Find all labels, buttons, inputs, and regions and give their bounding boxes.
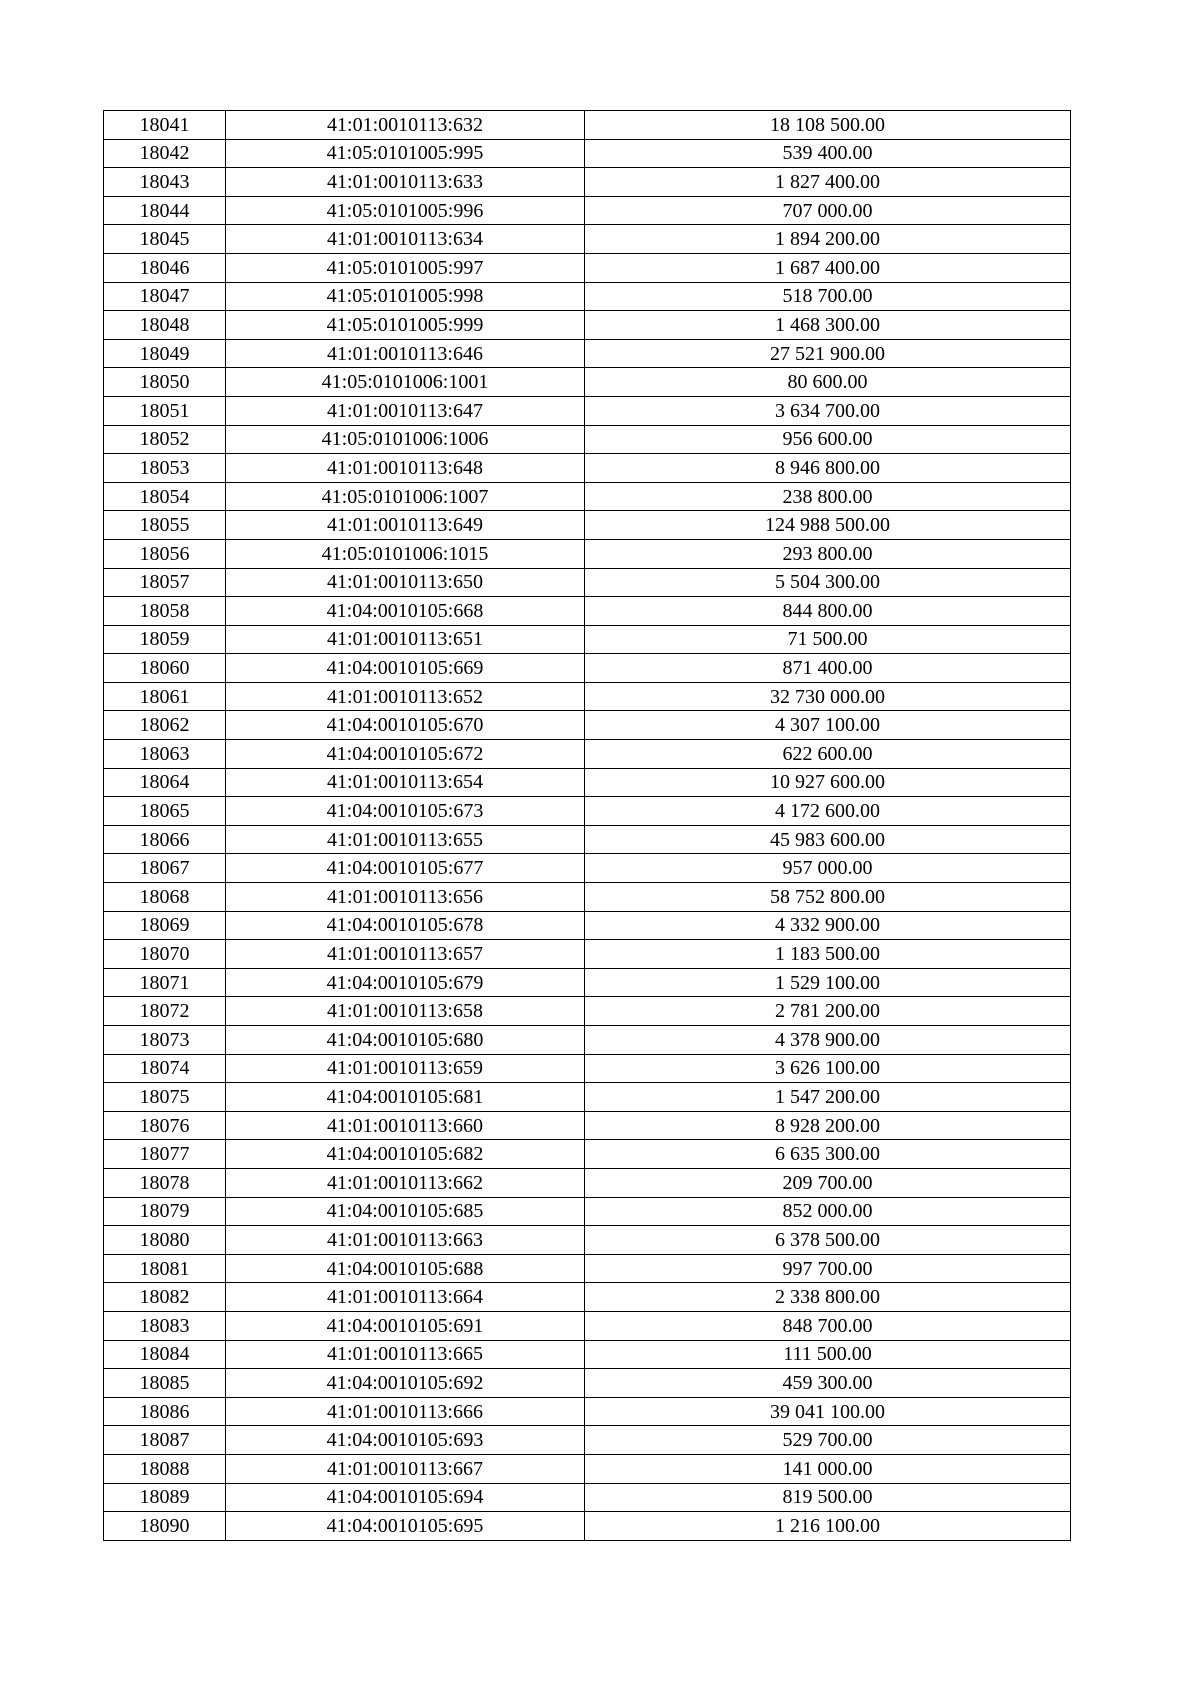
table-body	[104, 111, 1071, 1541]
cadastral-value-cell: 1 183 500.00	[585, 940, 1071, 969]
row-number-cell: 18069	[104, 911, 226, 940]
row-number-cell: 18074	[104, 1054, 226, 1083]
cadastral-value-cell: 80 600.00	[585, 368, 1071, 397]
cadastral-value-cell: 622 600.00	[585, 740, 1071, 769]
table-row	[104, 911, 1071, 940]
cadastral-value-cell: 4 307 100.00	[585, 711, 1071, 740]
row-number-cell: 18055	[104, 511, 226, 540]
cadastral-number-cell: 41:01:0010113:657	[226, 940, 585, 969]
row-number-cell: 18064	[104, 768, 226, 797]
cadastral-value-cell: 871 400.00	[585, 654, 1071, 683]
cadastral-value-cell: 539 400.00	[585, 139, 1071, 168]
cadastral-number-cell: 41:01:0010113:665	[226, 1340, 585, 1369]
cadastral-value-cell: 518 700.00	[585, 282, 1071, 311]
cadastral-number-cell: 41:04:0010105:677	[226, 854, 585, 883]
cadastral-value-cell: 45 983 600.00	[585, 825, 1071, 854]
cadastral-value-cell: 852 000.00	[585, 1197, 1071, 1226]
table-row	[104, 1197, 1071, 1226]
table-row	[104, 711, 1071, 740]
table-row	[104, 682, 1071, 711]
row-number-cell: 18073	[104, 1026, 226, 1055]
row-number-cell: 18041	[104, 111, 226, 140]
cadastral-value-cell: 111 500.00	[585, 1340, 1071, 1369]
cadastral-number-cell: 41:01:0010113:634	[226, 225, 585, 254]
cadastral-value-cell: 848 700.00	[585, 1311, 1071, 1340]
row-number-cell: 18046	[104, 253, 226, 282]
row-number-cell: 18081	[104, 1254, 226, 1283]
cadastral-number-cell: 41:01:0010113:656	[226, 883, 585, 912]
table-row	[104, 940, 1071, 969]
row-number-cell: 18077	[104, 1140, 226, 1169]
table-row	[104, 1483, 1071, 1512]
row-number-cell: 18084	[104, 1340, 226, 1369]
table-row	[104, 1426, 1071, 1455]
row-number-cell: 18063	[104, 740, 226, 769]
cadastral-value-cell: 4 332 900.00	[585, 911, 1071, 940]
cadastral-value-cell: 1 216 100.00	[585, 1512, 1071, 1541]
table-row	[104, 1454, 1071, 1483]
row-number-cell: 18067	[104, 854, 226, 883]
cadastral-number-cell: 41:01:0010113:650	[226, 568, 585, 597]
table-row	[104, 396, 1071, 425]
cadastral-number-cell: 41:01:0010113:633	[226, 168, 585, 197]
table-row	[104, 454, 1071, 483]
row-number-cell: 18086	[104, 1397, 226, 1426]
row-number-cell: 18045	[104, 225, 226, 254]
table-row	[104, 111, 1071, 140]
cadastral-value-table	[103, 110, 1071, 1541]
cadastral-value-cell: 27 521 900.00	[585, 339, 1071, 368]
row-number-cell: 18082	[104, 1283, 226, 1312]
table-row	[104, 1168, 1071, 1197]
table-row	[104, 425, 1071, 454]
cadastral-number-cell: 41:04:0010105:694	[226, 1483, 585, 1512]
cadastral-number-cell: 41:04:0010105:691	[226, 1311, 585, 1340]
cadastral-number-cell: 41:04:0010105:693	[226, 1426, 585, 1455]
cadastral-value-cell: 5 504 300.00	[585, 568, 1071, 597]
table-row	[104, 1140, 1071, 1169]
row-number-cell: 18059	[104, 625, 226, 654]
cadastral-value-cell: 6 635 300.00	[585, 1140, 1071, 1169]
cadastral-number-cell: 41:01:0010113:666	[226, 1397, 585, 1426]
cadastral-value-cell: 1 827 400.00	[585, 168, 1071, 197]
table-row	[104, 253, 1071, 282]
table-row	[104, 768, 1071, 797]
cadastral-number-cell: 41:04:0010105:673	[226, 797, 585, 826]
cadastral-number-cell: 41:04:0010105:682	[226, 1140, 585, 1169]
row-number-cell: 18079	[104, 1197, 226, 1226]
cadastral-number-cell: 41:01:0010113:663	[226, 1226, 585, 1255]
cadastral-number-cell: 41:01:0010113:662	[226, 1168, 585, 1197]
table-row	[104, 1283, 1071, 1312]
cadastral-value-cell: 8 928 200.00	[585, 1111, 1071, 1140]
cadastral-number-cell: 41:04:0010105:688	[226, 1254, 585, 1283]
cadastral-number-cell: 41:04:0010105:695	[226, 1512, 585, 1541]
cadastral-number-cell: 41:05:0101005:997	[226, 253, 585, 282]
row-number-cell: 18061	[104, 682, 226, 711]
cadastral-number-cell: 41:04:0010105:669	[226, 654, 585, 683]
cadastral-value-cell: 1 687 400.00	[585, 253, 1071, 282]
table-row	[104, 968, 1071, 997]
cadastral-number-cell: 41:05:0101005:995	[226, 139, 585, 168]
cadastral-number-cell: 41:01:0010113:646	[226, 339, 585, 368]
row-number-cell: 18078	[104, 1168, 226, 1197]
row-number-cell: 18072	[104, 997, 226, 1026]
cadastral-number-cell: 41:04:0010105:680	[226, 1026, 585, 1055]
row-number-cell: 18056	[104, 539, 226, 568]
cadastral-number-cell: 41:01:0010113:632	[226, 111, 585, 140]
table-row	[104, 1111, 1071, 1140]
cadastral-value-cell: 8 946 800.00	[585, 454, 1071, 483]
cadastral-value-cell: 997 700.00	[585, 1254, 1071, 1283]
cadastral-value-cell: 238 800.00	[585, 482, 1071, 511]
table-row	[104, 597, 1071, 626]
cadastral-value-cell: 529 700.00	[585, 1426, 1071, 1455]
row-number-cell: 18042	[104, 139, 226, 168]
row-number-cell: 18048	[104, 311, 226, 340]
row-number-cell: 18085	[104, 1369, 226, 1398]
table-row	[104, 282, 1071, 311]
cadastral-value-cell: 124 988 500.00	[585, 511, 1071, 540]
table-row	[104, 311, 1071, 340]
cadastral-number-cell: 41:01:0010113:659	[226, 1054, 585, 1083]
cadastral-value-cell: 1 894 200.00	[585, 225, 1071, 254]
row-number-cell: 18087	[104, 1426, 226, 1455]
row-number-cell: 18047	[104, 282, 226, 311]
table-row	[104, 1512, 1071, 1541]
cadastral-value-cell: 1 547 200.00	[585, 1083, 1071, 1112]
cadastral-value-cell: 32 730 000.00	[585, 682, 1071, 711]
cadastral-number-cell: 41:04:0010105:692	[226, 1369, 585, 1398]
row-number-cell: 18088	[104, 1454, 226, 1483]
table-row	[104, 1397, 1071, 1426]
cadastral-number-cell: 41:01:0010113:651	[226, 625, 585, 654]
cadastral-number-cell: 41:04:0010105:679	[226, 968, 585, 997]
cadastral-value-cell: 3 626 100.00	[585, 1054, 1071, 1083]
table-row	[104, 1369, 1071, 1398]
table-row	[104, 225, 1071, 254]
cadastral-value-cell: 819 500.00	[585, 1483, 1071, 1512]
table-row	[104, 1026, 1071, 1055]
cadastral-number-cell: 41:05:0101006:1015	[226, 539, 585, 568]
table-row	[104, 797, 1071, 826]
cadastral-value-cell: 39 041 100.00	[585, 1397, 1071, 1426]
row-number-cell: 18043	[104, 168, 226, 197]
cadastral-number-cell: 41:04:0010105:668	[226, 597, 585, 626]
table-row	[104, 139, 1071, 168]
cadastral-value-cell: 4 172 600.00	[585, 797, 1071, 826]
cadastral-number-cell: 41:05:0101005:998	[226, 282, 585, 311]
cadastral-value-cell: 459 300.00	[585, 1369, 1071, 1398]
cadastral-number-cell: 41:01:0010113:667	[226, 1454, 585, 1483]
cadastral-number-cell: 41:01:0010113:658	[226, 997, 585, 1026]
cadastral-number-cell: 41:05:0101006:1001	[226, 368, 585, 397]
cadastral-value-cell: 3 634 700.00	[585, 396, 1071, 425]
table-row	[104, 825, 1071, 854]
row-number-cell: 18057	[104, 568, 226, 597]
cadastral-number-cell: 41:04:0010105:670	[226, 711, 585, 740]
row-number-cell: 18044	[104, 196, 226, 225]
row-number-cell: 18049	[104, 339, 226, 368]
cadastral-number-cell: 41:04:0010105:672	[226, 740, 585, 769]
cadastral-value-cell: 1 529 100.00	[585, 968, 1071, 997]
cadastral-number-cell: 41:05:0101005:996	[226, 196, 585, 225]
table-row	[104, 482, 1071, 511]
table-row	[104, 625, 1071, 654]
row-number-cell: 18066	[104, 825, 226, 854]
row-number-cell: 18052	[104, 425, 226, 454]
cadastral-value-cell: 6 378 500.00	[585, 1226, 1071, 1255]
row-number-cell: 18053	[104, 454, 226, 483]
cadastral-value-cell: 18 108 500.00	[585, 111, 1071, 140]
table-row	[104, 1254, 1071, 1283]
cadastral-number-cell: 41:04:0010105:678	[226, 911, 585, 940]
cadastral-value-cell: 707 000.00	[585, 196, 1071, 225]
row-number-cell: 18050	[104, 368, 226, 397]
table-row	[104, 654, 1071, 683]
cadastral-number-cell: 41:01:0010113:655	[226, 825, 585, 854]
table-row	[104, 368, 1071, 397]
cadastral-number-cell: 41:01:0010113:649	[226, 511, 585, 540]
table-row	[104, 1083, 1071, 1112]
cadastral-number-cell: 41:05:0101006:1007	[226, 482, 585, 511]
row-number-cell: 18058	[104, 597, 226, 626]
cadastral-value-cell: 10 927 600.00	[585, 768, 1071, 797]
row-number-cell: 18062	[104, 711, 226, 740]
cadastral-value-cell: 141 000.00	[585, 1454, 1071, 1483]
table-row	[104, 339, 1071, 368]
cadastral-number-cell: 41:01:0010113:648	[226, 454, 585, 483]
table-row	[104, 1054, 1071, 1083]
cadastral-number-cell: 41:04:0010105:685	[226, 1197, 585, 1226]
cadastral-number-cell: 41:01:0010113:664	[226, 1283, 585, 1312]
cadastral-value-cell: 293 800.00	[585, 539, 1071, 568]
row-number-cell: 18075	[104, 1083, 226, 1112]
row-number-cell: 18076	[104, 1111, 226, 1140]
cadastral-value-cell: 1 468 300.00	[585, 311, 1071, 340]
cadastral-value-cell: 2 781 200.00	[585, 997, 1071, 1026]
row-number-cell: 18090	[104, 1512, 226, 1541]
cadastral-number-cell: 41:01:0010113:652	[226, 682, 585, 711]
table-row	[104, 168, 1071, 197]
cadastral-number-cell: 41:05:0101006:1006	[226, 425, 585, 454]
cadastral-value-cell: 4 378 900.00	[585, 1026, 1071, 1055]
cadastral-value-cell: 209 700.00	[585, 1168, 1071, 1197]
row-number-cell: 18065	[104, 797, 226, 826]
row-number-cell: 18083	[104, 1311, 226, 1340]
table-row	[104, 539, 1071, 568]
row-number-cell: 18080	[104, 1226, 226, 1255]
cadastral-number-cell: 41:01:0010113:660	[226, 1111, 585, 1140]
row-number-cell: 18060	[104, 654, 226, 683]
cadastral-number-cell: 41:05:0101005:999	[226, 311, 585, 340]
row-number-cell: 18071	[104, 968, 226, 997]
table-row	[104, 740, 1071, 769]
cadastral-value-cell: 844 800.00	[585, 597, 1071, 626]
row-number-cell: 18051	[104, 396, 226, 425]
row-number-cell: 18068	[104, 883, 226, 912]
table-row	[104, 196, 1071, 225]
cadastral-value-cell: 956 600.00	[585, 425, 1071, 454]
cadastral-number-cell: 41:01:0010113:647	[226, 396, 585, 425]
table-row	[104, 854, 1071, 883]
table-row	[104, 997, 1071, 1026]
table-row	[104, 1340, 1071, 1369]
cadastral-number-cell: 41:04:0010105:681	[226, 1083, 585, 1112]
table-row	[104, 1311, 1071, 1340]
row-number-cell: 18089	[104, 1483, 226, 1512]
table-row	[104, 1226, 1071, 1255]
cadastral-value-cell: 58 752 800.00	[585, 883, 1071, 912]
table-row	[104, 511, 1071, 540]
cadastral-value-cell: 71 500.00	[585, 625, 1071, 654]
cadastral-value-cell: 957 000.00	[585, 854, 1071, 883]
table-row	[104, 883, 1071, 912]
cadastral-number-cell: 41:01:0010113:654	[226, 768, 585, 797]
row-number-cell: 18070	[104, 940, 226, 969]
row-number-cell: 18054	[104, 482, 226, 511]
table-row	[104, 568, 1071, 597]
cadastral-value-cell: 2 338 800.00	[585, 1283, 1071, 1312]
